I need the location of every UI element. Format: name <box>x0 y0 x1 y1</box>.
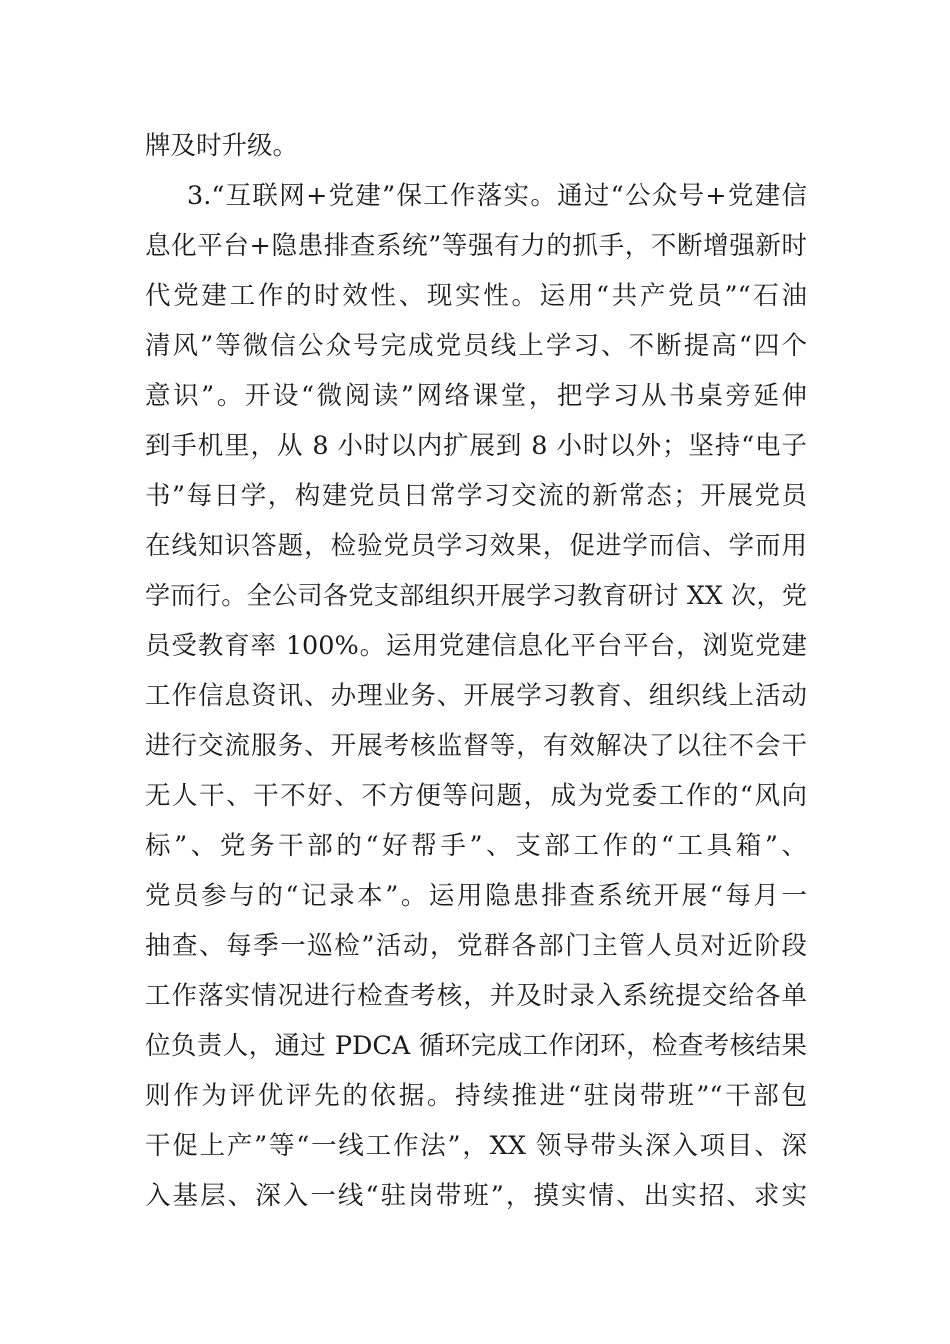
text-line: 党员参与的“记录本”。运用隐患排查系统开展“每月一 <box>145 881 807 911</box>
text-line: 抽查、每季一巡检”活动，党群各部门主管人员对近阶段 <box>145 931 807 961</box>
text-line: 牌及时升级。 <box>145 131 299 161</box>
text-line: 入基层、深入一线“驻岗带班”，摸实情、出实招、求实 <box>145 1181 807 1211</box>
text-line: 代党建工作的时效性、现实性。运用“共产党员”“石油 <box>145 281 807 311</box>
text-line: 学而行。全公司各党支部组织开展学习教育研讨 XX 次，党 <box>145 581 807 610</box>
text-line: 干促上产”等“一线工作法”，XX 领导带头深入项目、深 <box>145 1131 807 1161</box>
text-line: 无人干、干不好、不方便等问题，成为党委工作的“风向 <box>145 781 807 811</box>
text-line: 在线知识答题，检验党员学习效果，促进学而信、学而用 <box>145 531 807 561</box>
text-line: 进行交流服务、开展考核监督等，有效解决了以往不会干 <box>145 731 807 761</box>
text-line: 工作信息资讯、办理业务、开展学习教育、组织线上活动 <box>145 681 807 711</box>
text-line: 则作为评优评先的依据。持续推进“驻岗带班”“干部包 <box>145 1081 807 1111</box>
text-line: 书”每日学，构建党员日常学习交流的新常态；开展党员 <box>145 481 807 511</box>
text-line: 意识”。开设“微阅读”网络课堂，把学习从书桌旁延伸 <box>145 381 807 411</box>
text-line: 3.“互联网+党建”保工作落实。通过“公众号+党建信 <box>187 181 807 211</box>
text-line: 标”、党务干部的“好帮手”、支部工作的“工具箱”、 <box>145 831 807 861</box>
text-line: 息化平台+隐患排查系统”等强有力的抓手，不断增强新时 <box>145 231 807 261</box>
text-line: 到手机里，从 8 小时以内扩展到 8 小时以外；坚持“电子 <box>145 431 807 461</box>
text-line: 工作落实情况进行检查考核，并及时录入系统提交给各单 <box>145 981 807 1011</box>
text-line: 位负责人，通过 PDCA 循环完成工作闭环，检查考核结果 <box>145 1031 807 1061</box>
text-line: 清风”等微信公众号完成党员线上学习、不断提高“四个 <box>145 331 807 361</box>
text-line: 员受教育率 100%。运用党建信息化平台平台，浏览党建 <box>145 631 807 661</box>
